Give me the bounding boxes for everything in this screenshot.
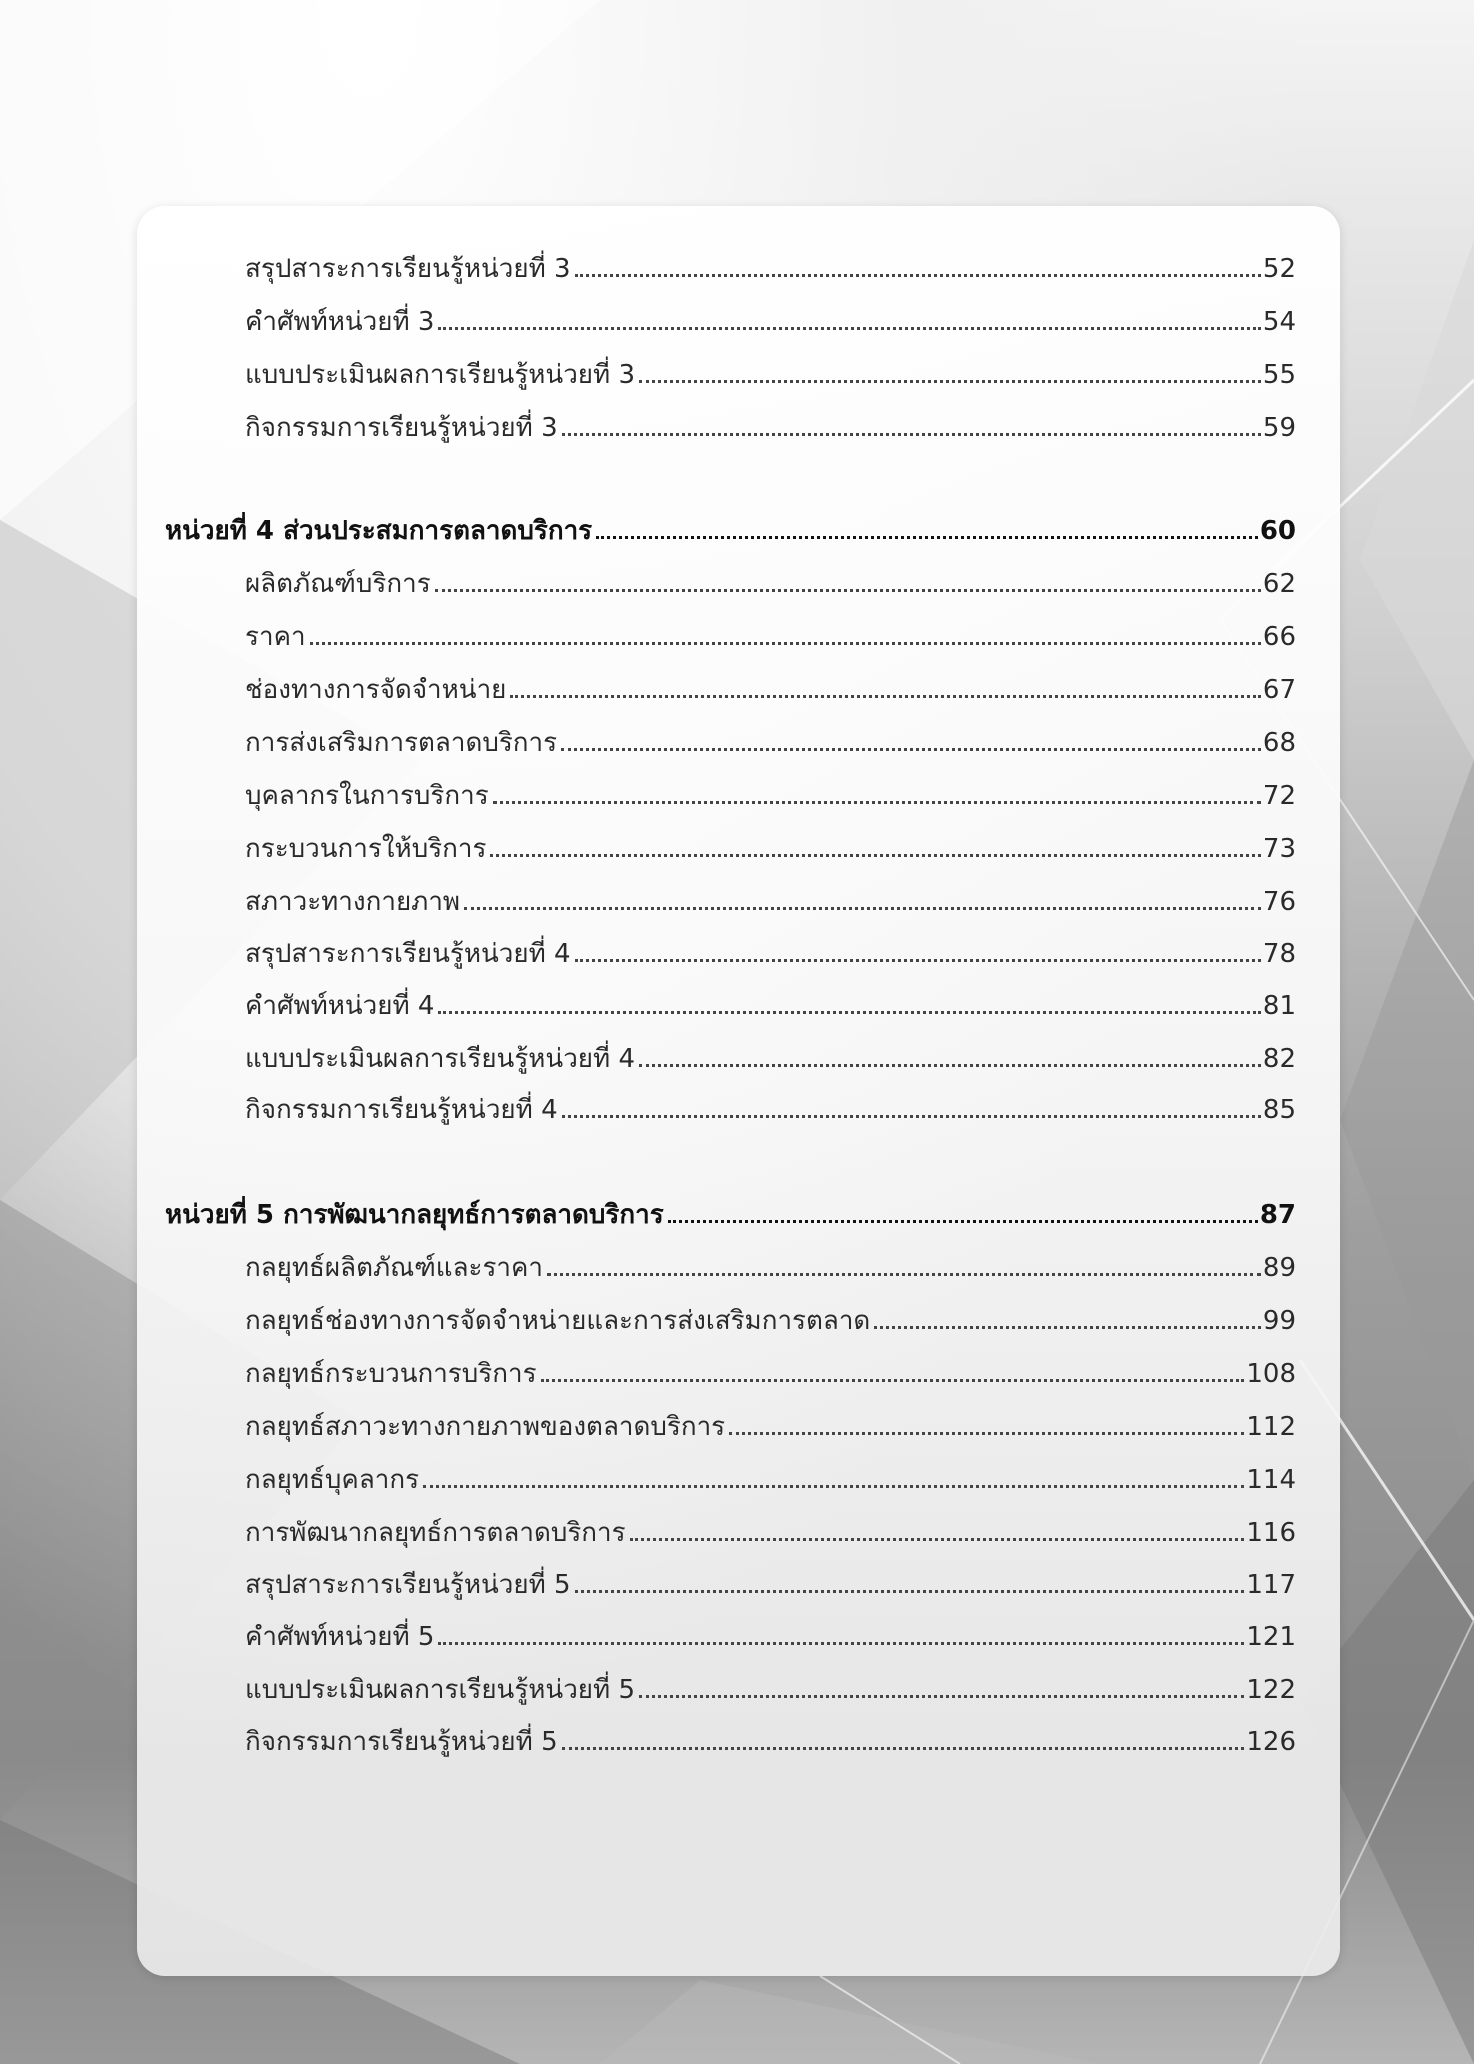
toc-entry xyxy=(245,993,1296,1019)
toc-dot-leader xyxy=(438,327,1260,330)
toc-dot-leader xyxy=(438,1011,1260,1014)
toc-dot-leader xyxy=(639,1064,1261,1067)
toc-entry-title: ผลิตภัณฑ์บริการ xyxy=(245,569,431,599)
toc-entry-title: กลยุทธ์ช่องทางการจัดจำหน่ายและการส่งเสริมการตลาด xyxy=(245,1306,871,1336)
toc-entry xyxy=(245,362,1296,388)
toc-entry xyxy=(245,836,1296,862)
toc-page-number: 122 xyxy=(1246,1675,1296,1705)
toc-page-number: 76 xyxy=(1262,887,1296,917)
toc-entry xyxy=(245,1467,1296,1493)
toc-page-number: 112 xyxy=(1246,1412,1296,1442)
toc-unit-heading xyxy=(165,518,1296,544)
toc-entry-title: คำศัพท์หน่วยที่ 5 xyxy=(245,1622,435,1652)
toc-page-number: 89 xyxy=(1262,1253,1296,1283)
toc-unit-heading xyxy=(165,1202,1296,1228)
toc-dot-leader xyxy=(541,1379,1245,1382)
toc-entry-title: กิจกรรมการเรียนรู้หน่วยที่ 4 xyxy=(245,1095,558,1125)
toc-entry xyxy=(245,1414,1296,1440)
toc-entry-title: กลยุทธ์กระบวนการบริการ xyxy=(245,1359,537,1389)
toc-page-number: 67 xyxy=(1262,675,1296,705)
toc-entry xyxy=(245,256,1296,282)
toc-dot-leader xyxy=(668,1220,1258,1223)
toc-dot-leader xyxy=(547,1273,1261,1276)
toc-entry xyxy=(245,624,1296,650)
toc-entry-title: แบบประเมินผลการเรียนรู้หน่วยที่ 3 xyxy=(245,360,635,390)
toc-page-number: 72 xyxy=(1262,781,1296,811)
toc-entry xyxy=(245,1308,1296,1334)
toc-page-number: 85 xyxy=(1262,1095,1296,1125)
toc-dot-leader xyxy=(874,1326,1261,1329)
toc-dot-leader xyxy=(510,695,1261,698)
toc-entry-title: บุคลากรในการบริการ xyxy=(245,781,489,811)
toc-dot-leader xyxy=(310,642,1261,645)
toc-entry xyxy=(245,1520,1296,1546)
toc-dot-leader xyxy=(575,959,1261,962)
toc-page-number: 114 xyxy=(1246,1465,1296,1495)
toc-dot-leader xyxy=(562,1747,1245,1750)
toc-dot-leader xyxy=(435,589,1261,592)
toc-page-number: 82 xyxy=(1262,1044,1296,1074)
toc-page-number: 108 xyxy=(1246,1359,1296,1389)
toc-page-number: 62 xyxy=(1262,569,1296,599)
toc-dot-leader xyxy=(639,380,1261,383)
toc-entry-title: กลยุทธ์บุคลากร xyxy=(245,1465,420,1495)
toc-page-number: 81 xyxy=(1262,991,1296,1021)
toc-dot-leader xyxy=(464,907,1261,910)
toc-page-number: 52 xyxy=(1262,254,1296,284)
toc-entry xyxy=(245,1361,1296,1387)
toc-entry-title: แบบประเมินผลการเรียนรู้หน่วยที่ 5 xyxy=(245,1675,635,1705)
toc-entry-title: หน่วยที่ 5 การพัฒนากลยุทธ์การตลาดบริการ xyxy=(165,1200,664,1230)
toc-entry xyxy=(245,1624,1296,1650)
toc-entry-title: คำศัพท์หน่วยที่ 3 xyxy=(245,307,435,337)
toc-entry-title: แบบประเมินผลการเรียนรู้หน่วยที่ 4 xyxy=(245,1044,635,1074)
toc-entry-title: ราคา xyxy=(245,622,306,652)
toc-page-number: 55 xyxy=(1262,360,1296,390)
toc-dot-leader xyxy=(562,433,1261,436)
toc-page-number: 68 xyxy=(1262,728,1296,758)
toc-entry-title: สรุปสาระการเรียนรู้หน่วยที่ 3 xyxy=(245,254,571,284)
toc-page-number: 54 xyxy=(1262,307,1296,337)
toc-entry-title: การส่งเสริมการตลาดบริการ xyxy=(245,728,558,758)
toc-page-number: 87 xyxy=(1259,1200,1296,1230)
toc-dot-leader xyxy=(561,748,1261,751)
toc-entry-title: หน่วยที่ 4 ส่วนประสมการตลาดบริการ xyxy=(165,516,593,546)
toc-entry xyxy=(245,1255,1296,1281)
toc-entry-title: การพัฒนากลยุทธ์การตลาดบริการ xyxy=(245,1518,626,1548)
toc-page-number: 78 xyxy=(1262,939,1296,969)
toc-entry xyxy=(245,889,1296,915)
toc-entry-title: สรุปสาระการเรียนรู้หน่วยที่ 5 xyxy=(245,1570,571,1600)
toc-dot-leader xyxy=(639,1695,1244,1698)
toc-dot-leader xyxy=(438,1642,1244,1645)
toc-page-number: 117 xyxy=(1246,1570,1296,1600)
toc-entry xyxy=(245,730,1296,756)
toc-entry xyxy=(245,309,1296,335)
toc-page-number: 73 xyxy=(1262,834,1296,864)
toc-entry xyxy=(245,1046,1296,1072)
toc-entry-title: กิจกรรมการเรียนรู้หน่วยที่ 5 xyxy=(245,1727,558,1757)
toc-entry-title: กระบวนการให้บริการ xyxy=(245,834,487,864)
toc-dot-leader xyxy=(493,801,1261,804)
toc-entry xyxy=(245,571,1296,597)
toc-page-number: 59 xyxy=(1262,413,1296,443)
toc-dot-leader xyxy=(575,274,1261,277)
toc-panel xyxy=(137,206,1340,1976)
toc-entry xyxy=(245,783,1296,809)
toc-entry xyxy=(245,1572,1296,1598)
toc-entry xyxy=(245,941,1296,967)
toc-page-number: 121 xyxy=(1246,1622,1296,1652)
toc-page-number: 60 xyxy=(1259,516,1296,546)
toc-page-number: 126 xyxy=(1246,1727,1296,1757)
toc-entry-title: สภาวะทางกายภาพ xyxy=(245,887,461,917)
toc-page-number: 99 xyxy=(1262,1306,1296,1336)
toc-dot-leader xyxy=(729,1432,1244,1435)
toc-entry xyxy=(245,1097,1296,1123)
toc-entry-title: กลยุทธ์สภาวะทางกายภาพของตลาดบริการ xyxy=(245,1412,726,1442)
toc-entry xyxy=(245,1729,1296,1755)
toc-entry-title: ช่องทางการจัดจำหน่าย xyxy=(245,675,507,705)
toc-entry-title: กลยุทธ์ผลิตภัณฑ์และราคา xyxy=(245,1253,544,1283)
toc-page-number: 116 xyxy=(1246,1518,1296,1548)
toc-dot-leader xyxy=(575,1590,1245,1593)
toc-dot-leader xyxy=(490,854,1260,857)
toc-page-number: 66 xyxy=(1262,622,1296,652)
toc-dot-leader xyxy=(562,1115,1261,1118)
toc-entry-title: กิจกรรมการเรียนรู้หน่วยที่ 3 xyxy=(245,413,558,443)
toc-entry-title: คำศัพท์หน่วยที่ 4 xyxy=(245,991,435,1021)
toc-dot-leader xyxy=(596,536,1258,539)
toc-entry xyxy=(245,415,1296,441)
toc-dot-leader xyxy=(630,1538,1245,1541)
toc-entry xyxy=(245,1677,1296,1703)
toc-dot-leader xyxy=(423,1485,1244,1488)
toc-entry xyxy=(245,677,1296,703)
toc-entry-title: สรุปสาระการเรียนรู้หน่วยที่ 4 xyxy=(245,939,571,969)
